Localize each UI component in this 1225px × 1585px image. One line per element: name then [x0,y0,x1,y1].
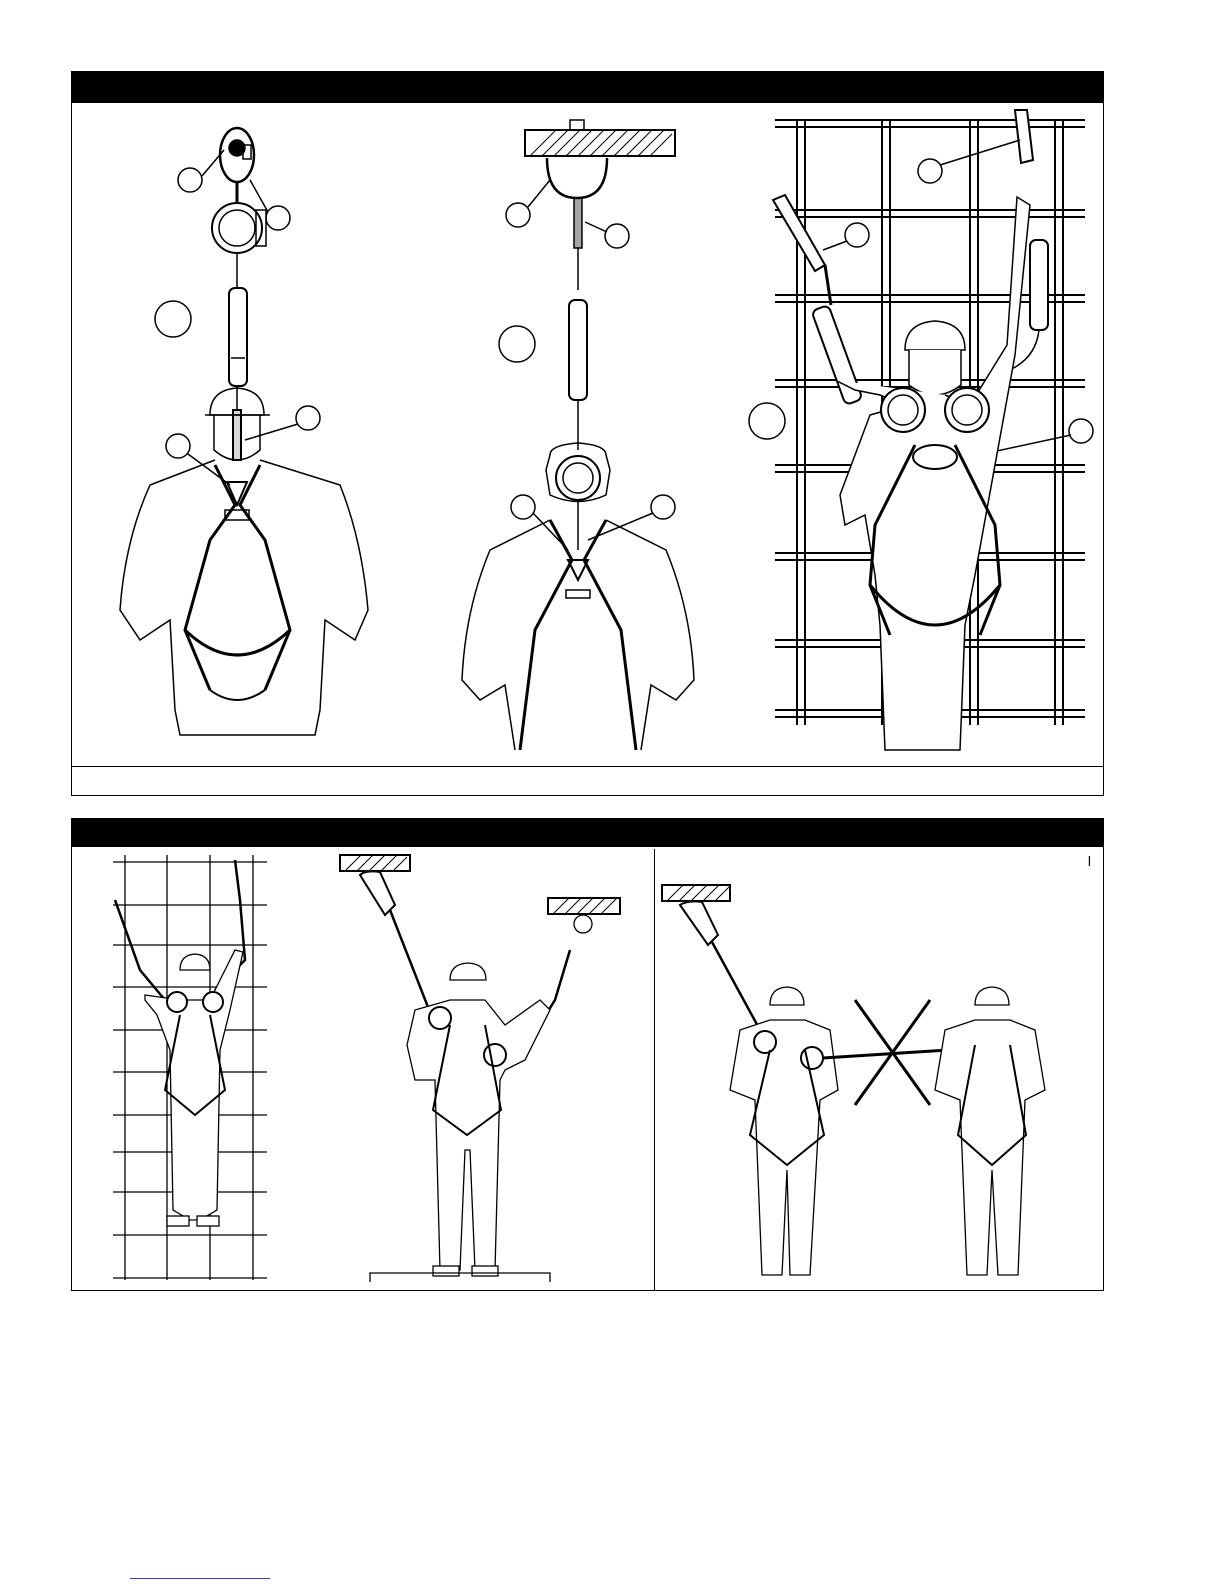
callout-circle [506,203,530,227]
worker-icon [730,987,838,1275]
panel-divider [654,849,655,1290]
panel-header-bottom-left [72,819,1103,847]
worker-back-icon [462,443,694,750]
energy-absorber-icon [229,288,247,386]
callout-circle [166,434,190,458]
callout-circle [499,326,535,362]
callout-circle [296,406,320,430]
carabiner-icon [1015,110,1033,163]
footer-link-underline [130,1578,270,1579]
figure-single-srl-dorsal [100,110,400,750]
callout-circle [178,168,202,192]
figure-worker-ladder [105,850,275,1285]
worker-back-icon [835,197,1030,750]
worker-icon [935,987,1045,1275]
callout-circle [511,495,535,519]
retractable-lifeline-icon [212,203,266,253]
panel-header-top [72,72,1103,103]
callout-circle [1069,419,1093,443]
anchor-beam-icon [525,120,675,198]
retractable-lifeline-icon [360,871,395,915]
carabiner-icon [220,128,254,182]
panel-footer-top [72,766,1103,795]
retractable-lifeline-icon [556,456,600,500]
retractable-lifeline-icon [680,901,718,945]
anchor-beam-icon [548,898,620,933]
anchor-beam-icon [340,855,410,871]
carabiner-icon [773,195,825,271]
panel-corner-mark: l [1087,853,1091,869]
figure-overhead-anchor-srl [450,110,750,750]
callout-circle [155,301,191,337]
worker-back-icon [120,388,368,735]
callout-circle [749,403,785,439]
figure-worker-overhead-srl [335,850,630,1285]
callout-circle [845,223,869,247]
callout-circle [605,224,629,248]
energy-absorber-icon [569,300,587,400]
energy-absorber-icon [1030,240,1048,330]
figure-twin-lanyard-grid [745,105,1095,755]
anchor-beam-icon [662,885,730,901]
figure-prohibited-connection [660,880,1090,1285]
callout-circle [266,206,290,230]
callout-circle [651,495,675,519]
callout-circle [918,159,942,183]
